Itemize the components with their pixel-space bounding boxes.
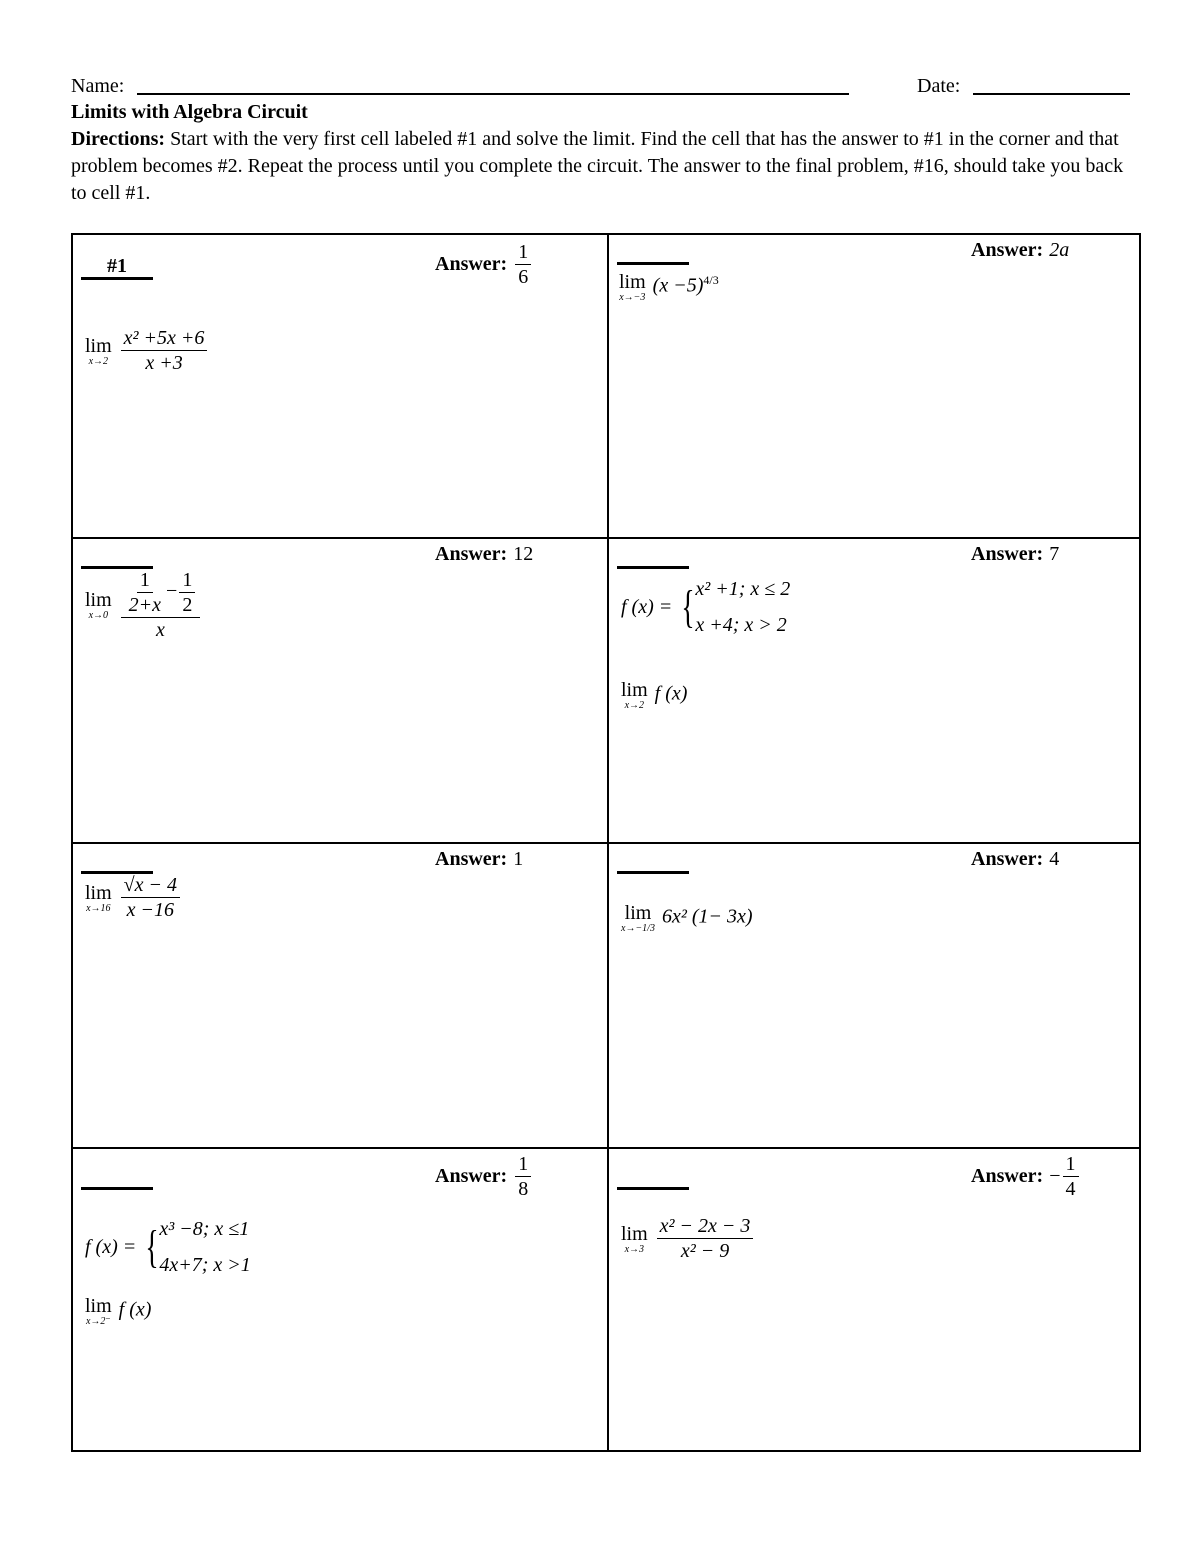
cell-number[interactable]	[617, 1167, 689, 1190]
lim-operator: lim x→3	[621, 1222, 648, 1255]
directions-text: Start with the very first cell labeled #1 and solve the limit. Find the cell that has the answer to #1 in the corner and that problem becomes #2. Repeat the process until you complete the circuit. The answer to the final problem, #16, should take you back to cell #1.	[71, 128, 1124, 204]
limit-expression	[85, 874, 182, 921]
cell-7	[73, 1149, 607, 1453]
worksheet-title: Limits with Algebra Circuit	[71, 101, 308, 123]
cell-3	[73, 539, 607, 843]
limit-expression: lim x→2 f (x)	[621, 679, 688, 711]
date-blank-line[interactable]	[973, 93, 1130, 95]
cell-answer	[971, 239, 1069, 262]
lim-operator: lim x→2	[621, 679, 648, 711]
cell-number[interactable]	[81, 546, 153, 569]
piecewise-function: f (x) = { x³ −8; x ≤1 4x+7; x >1	[85, 1218, 251, 1276]
limit-expression: lim x→−3 $(x -5)^{4/3}$	[619, 271, 719, 303]
answer-fraction: $\frac{1}{6}$	[515, 241, 531, 288]
lim-operator: lim x→−3	[619, 271, 646, 303]
answer-label: Answer:	[435, 848, 508, 870]
cell-answer	[435, 1153, 533, 1200]
cell-answer	[435, 543, 533, 566]
cell-answer	[971, 848, 1059, 871]
cell-6	[609, 844, 1143, 1148]
cell-number[interactable]	[617, 851, 689, 874]
cell-4	[609, 539, 1143, 843]
answer-label: Answer:	[971, 1165, 1044, 1187]
limit-expression	[85, 569, 202, 641]
cell-number[interactable]: #1	[81, 257, 153, 280]
answer-label: Answer:	[435, 543, 508, 565]
lim-operator: lim x→2⁻	[85, 1295, 112, 1327]
directions	[71, 126, 1136, 207]
cell-8	[609, 1149, 1143, 1453]
limit-expression	[621, 1215, 755, 1262]
cell-2	[609, 235, 1143, 539]
limit-expression	[85, 327, 209, 374]
directions-label: Directions:	[71, 128, 166, 150]
name-blank-line[interactable]	[137, 93, 849, 95]
cell-1	[73, 235, 607, 539]
circuit-grid	[71, 233, 1141, 1452]
answer-label: Answer:	[435, 1165, 508, 1187]
cell-number[interactable]	[617, 242, 689, 265]
cell-answer	[971, 543, 1059, 566]
rational-expression: $\frac{\text{x² − 2x − 3}}{\text{x² − 9}}$	[657, 1215, 754, 1262]
answer-value: 12	[513, 543, 534, 565]
answer-fraction: $\frac{1}{8}$	[515, 1153, 531, 1200]
name-label: Name:	[71, 75, 125, 97]
cell-answer	[435, 848, 523, 871]
cell-number[interactable]	[81, 1167, 153, 1190]
answer-value: 4	[1049, 848, 1060, 870]
answer-value: 1	[513, 848, 524, 870]
limit-expression: lim x→−1/3 6x² (1− 3x)	[621, 902, 753, 934]
answer-label: Answer:	[971, 848, 1044, 870]
lim-operator: lim x→2	[85, 334, 112, 367]
answer-label: Answer:	[435, 253, 508, 275]
answer-value: 2a	[1049, 239, 1070, 261]
piecewise-function: f (x) = { x² +1; x ≤ 2 x +4; x > 2	[621, 578, 791, 636]
lim-operator: lim x→0	[85, 589, 112, 621]
answer-label: Answer:	[971, 543, 1044, 565]
date-label: Date:	[917, 75, 961, 97]
cell-answer	[435, 241, 533, 288]
rational-expression: $\frac{\text{x² +5x +6}}{x +3}$	[121, 327, 208, 374]
lim-operator: lim x→16	[85, 881, 112, 914]
answer-sign: −	[1049, 1165, 1061, 1187]
limit-expression: lim x→2⁻ f (x)	[85, 1295, 152, 1327]
cell-5	[73, 844, 607, 1148]
rational-expression: $\frac{√x - 4}{x -16}$	[121, 874, 180, 921]
cell-number[interactable]	[81, 851, 153, 874]
answer-fraction: $\frac{1}{4}$	[1063, 1153, 1079, 1200]
answer-label: Answer:	[971, 239, 1044, 261]
lim-operator: lim x→−1/3	[621, 902, 655, 934]
complex-fraction: $\frac{1}{2+x}$ − $\frac{1}{2}$ x	[121, 569, 201, 641]
answer-value: 7	[1049, 543, 1060, 565]
cell-number[interactable]	[617, 546, 689, 569]
cell-answer	[971, 1153, 1081, 1200]
